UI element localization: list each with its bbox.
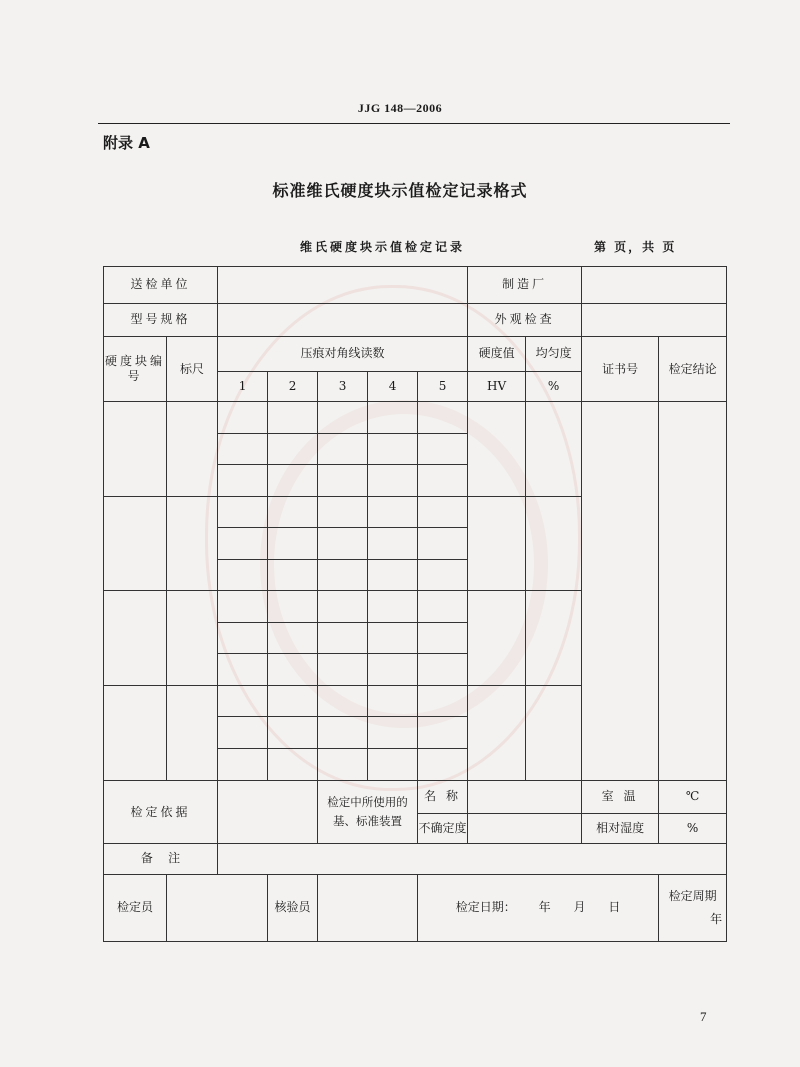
reading-cell[interactable]: [418, 496, 468, 528]
record-form-table: [103, 266, 727, 942]
reading-cell[interactable]: [368, 654, 418, 686]
hardness-cell[interactable]: [468, 591, 526, 686]
equipment-name-label: 名 称: [418, 781, 468, 814]
reading-cell[interactable]: [318, 591, 368, 623]
reading-cell[interactable]: [318, 465, 368, 497]
humidity-unit[interactable]: %: [659, 813, 727, 843]
table-row: [104, 402, 727, 434]
reading-cell[interactable]: [318, 748, 368, 781]
uniformity-cell[interactable]: [526, 496, 582, 591]
manufacturer-field[interactable]: [582, 267, 727, 304]
certificate-header: 证书号: [582, 337, 659, 402]
reading-cell[interactable]: [218, 717, 268, 749]
reading-cell[interactable]: [218, 591, 268, 623]
basis-field[interactable]: [218, 781, 318, 844]
reading-number: 2: [268, 371, 318, 401]
reading-cell[interactable]: [318, 402, 368, 434]
reading-cell[interactable]: [368, 528, 418, 560]
reading-cell[interactable]: [218, 559, 268, 591]
block-no-cell[interactable]: [104, 402, 167, 497]
scale-header: 标尺: [167, 337, 218, 402]
block-no-cell[interactable]: [104, 496, 167, 591]
manufacturer-label: 制造厂: [468, 267, 582, 304]
uniformity-header: 均匀度: [526, 337, 582, 372]
period-cell[interactable]: [659, 874, 727, 941]
period-label: 检定周期: [668, 888, 717, 903]
uncertainty-field[interactable]: [468, 813, 582, 843]
inspector-label: 检定员: [104, 874, 167, 941]
conclusion-cell[interactable]: [659, 402, 727, 781]
model-field[interactable]: [218, 303, 468, 337]
client-label: 送检单位: [104, 267, 218, 304]
reading-cell[interactable]: [418, 402, 468, 434]
block-no-cell[interactable]: [104, 591, 167, 686]
reading-cell[interactable]: [418, 465, 468, 497]
conclusion-header: 检定结论: [659, 337, 727, 402]
client-field[interactable]: [218, 267, 468, 304]
reading-number: 3: [318, 371, 368, 401]
model-label: 型号规格: [104, 303, 218, 337]
scale-cell[interactable]: [167, 591, 218, 686]
checker-field[interactable]: [318, 874, 418, 941]
reading-cell[interactable]: [218, 748, 268, 781]
remarks-label: 备 注: [104, 844, 218, 874]
reading-cell[interactable]: [268, 654, 318, 686]
inspector-field[interactable]: [167, 874, 268, 941]
reading-cell[interactable]: [418, 685, 468, 717]
reading-cell[interactable]: [268, 402, 318, 434]
uniformity-unit: %: [526, 371, 582, 401]
reading-cell[interactable]: [218, 496, 268, 528]
block-no-header: 硬度块编号: [104, 337, 167, 402]
block-no-cell[interactable]: [104, 685, 167, 781]
reading-cell[interactable]: [368, 465, 418, 497]
reading-number: 1: [218, 371, 268, 401]
reading-cell[interactable]: [318, 717, 368, 749]
reading-cell[interactable]: [318, 528, 368, 560]
hardness-unit: HV: [468, 371, 526, 401]
appearance-label: 外观检查: [468, 303, 582, 337]
reading-cell[interactable]: [418, 591, 468, 623]
reading-cell[interactable]: [418, 748, 468, 781]
document-title: 标准维氏硬度块示值检定记录格式: [272, 181, 528, 200]
uncertainty-label: 不确定度: [418, 813, 468, 843]
uniformity-cell[interactable]: [526, 591, 582, 686]
reading-cell[interactable]: [368, 559, 418, 591]
reading-cell[interactable]: [268, 748, 318, 781]
record-title: 维氏硬度块示值检定记录: [300, 240, 466, 254]
column-header-row: [104, 337, 727, 372]
reading-cell[interactable]: [218, 465, 268, 497]
page-number: 7: [700, 1009, 707, 1024]
equipment-name-field[interactable]: [468, 781, 582, 814]
reading-cell[interactable]: [218, 402, 268, 434]
signature-row: [104, 874, 727, 941]
date-field[interactable]: 检定日期： 年 月 日: [418, 874, 659, 941]
reading-cell[interactable]: [368, 685, 418, 717]
reading-cell[interactable]: [368, 496, 418, 528]
reading-cell[interactable]: [318, 685, 368, 717]
uniformity-cell[interactable]: [526, 402, 582, 497]
reading-cell[interactable]: [368, 591, 418, 623]
client-row: [104, 267, 727, 304]
reading-cell[interactable]: [268, 685, 318, 717]
humidity-label: 相对湿度: [582, 813, 659, 843]
basis-row: [104, 781, 727, 814]
hardness-cell[interactable]: [468, 685, 526, 781]
reading-cell[interactable]: [368, 748, 418, 781]
reading-cell[interactable]: [218, 622, 268, 654]
reading-cell[interactable]: [268, 496, 318, 528]
reading-cell[interactable]: [318, 496, 368, 528]
reading-cell[interactable]: [218, 685, 268, 717]
reading-cell[interactable]: [268, 465, 318, 497]
reading-cell[interactable]: [268, 591, 318, 623]
reading-cell[interactable]: [218, 433, 268, 465]
reading-cell[interactable]: [318, 433, 368, 465]
page-reference: 第 页，共 页: [594, 240, 677, 254]
reading-cell[interactable]: [268, 717, 318, 749]
reading-cell[interactable]: [318, 622, 368, 654]
room-temp-label: 室 温: [582, 781, 659, 814]
equipment-label: 检定中所使用的基、标准装置: [318, 781, 418, 844]
reading-cell[interactable]: [318, 654, 368, 686]
reading-cell[interactable]: [218, 654, 268, 686]
reading-cell[interactable]: [418, 433, 468, 465]
reading-cell[interactable]: [368, 402, 418, 434]
scale-cell[interactable]: [167, 496, 218, 591]
reading-number: 5: [418, 371, 468, 401]
uniformity-cell[interactable]: [526, 685, 582, 781]
reading-cell[interactable]: [368, 433, 418, 465]
reading-cell[interactable]: [218, 528, 268, 560]
reading-cell[interactable]: [268, 433, 318, 465]
standard-code: JJG 148—2006: [357, 101, 443, 115]
room-temp-unit[interactable]: ℃: [659, 781, 727, 814]
header-rule: [98, 123, 730, 124]
appearance-field[interactable]: [582, 303, 727, 337]
reading-cell[interactable]: [418, 717, 468, 749]
reading-cell[interactable]: [418, 622, 468, 654]
reading-cell[interactable]: [318, 559, 368, 591]
reading-cell[interactable]: [268, 559, 318, 591]
scale-cell[interactable]: [167, 685, 218, 781]
hardness-cell[interactable]: [468, 496, 526, 591]
certificate-cell[interactable]: [582, 402, 659, 781]
remarks-field[interactable]: [218, 844, 727, 874]
appendix-label: 附录 A: [103, 134, 150, 152]
checker-label: 核验员: [268, 874, 318, 941]
reading-cell[interactable]: [368, 622, 418, 654]
reading-cell[interactable]: [418, 654, 468, 686]
reading-cell[interactable]: [268, 528, 318, 560]
reading-cell[interactable]: [418, 559, 468, 591]
reading-cell[interactable]: [268, 622, 318, 654]
reading-number: 4: [368, 371, 418, 401]
reading-cell[interactable]: [418, 528, 468, 560]
hardness-header: 硬度值: [468, 337, 526, 372]
diagonal-readings-header: 压痕对角线读数: [218, 337, 468, 372]
basis-label: 检定依据: [104, 781, 218, 844]
model-row: [104, 303, 727, 337]
remarks-row: [104, 844, 727, 874]
hardness-cell[interactable]: [468, 402, 526, 497]
reading-cell[interactable]: [368, 717, 418, 749]
period-unit: 年: [710, 911, 723, 926]
scale-cell[interactable]: [167, 402, 218, 497]
